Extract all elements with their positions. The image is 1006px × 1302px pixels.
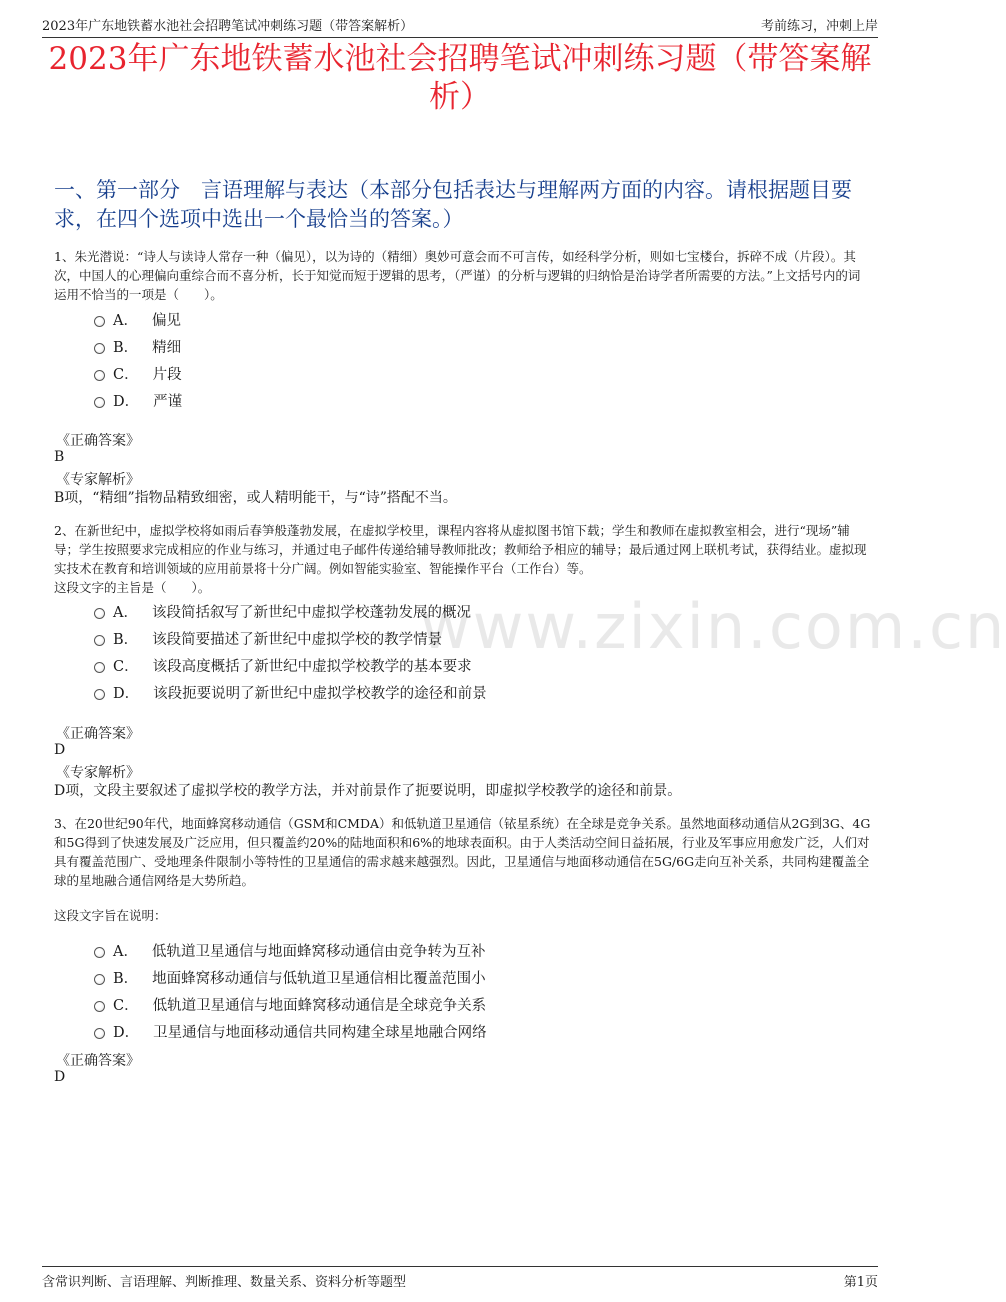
radio-icon[interactable]: [94, 397, 105, 408]
question-3-prompt: 这段文字旨在说明：: [54, 908, 167, 923]
page-title: 2023年广东地铁蓄水池社会招聘笔试冲刺练习题（带答案解析）: [48, 41, 872, 115]
radio-icon[interactable]: [94, 947, 105, 958]
question-1-analysis-label: 《专家解析》: [56, 472, 140, 488]
radio-icon[interactable]: [94, 689, 105, 700]
question-3-option-b[interactable]: B． 地面蜂窝移动通信与低轨道卫星通信相比覆盖范围小: [94, 967, 486, 988]
question-3-text: 3、在20世纪90年代，地面蜂窝移动通信（GSM和CMDA）和低轨道卫星通信（铱星系统）在全球是竞争关系。虽然地面移动通信从2G到3G、4G和5G得到了快速发展及广泛应用，但只覆盖约20%的陆地面积和6%的地球表面积。由于人类活动空间日益拓展，行业及军事应用愈发广泛，人们对具有覆盖范围广、受地理条件限制小等特性的卫星通信的需求越来越强烈。因此，卫星通信与地面移动通信在5G/6G走向互补关系，共同构建覆盖全球的星地融合通信网络是大势所趋。: [54, 816, 871, 888]
question-2-analysis-label: 《专家解析》: [56, 765, 140, 781]
watermark: www.zixin.com.cn: [420, 590, 1006, 663]
question-2-option-c[interactable]: C． 该段高度概括了新世纪中虚拟学校教学的基本要求: [94, 655, 472, 676]
question-1-text: 1、朱光潜说：“诗人与读诗人常存一种（偏见），以为诗的（精细）奥妙可意会而不可言传，如经科学分析，则如七宝楼台，拆碎不成（片段）。其次，中国人的心理偏向重综合而不喜分析，长于知觉而短于逻辑的思考，（严谨）的分析与逻辑的归纳恰是治诗学者所需要的方法。”上文括号内的词运用不恰当的一项是（ ）。: [54, 249, 861, 302]
radio-icon[interactable]: [94, 608, 105, 619]
radio-icon[interactable]: [94, 370, 105, 381]
question-2-text: 2、在新世纪中，虚拟学校将如雨后春笋般蓬勃发展，在虚拟学校里，课程内容将从虚拟图书馆下载；学生和教师在虚拟教室相会，进行“现场”辅导；学生按照要求完成相应的作业与练习，并通过电子邮件传递给辅导教师批改；教师给予相应的辅导；最后通过网上联机考试，获得结业。虚拟现实技术在教育和培训领域的应用前景将十分广阔。例如智能实验室、智能操作平台（工作台）等。: [54, 523, 867, 576]
section-heading: 一、第一部分 言语理解与表达（本部分包括表达与理解两方面的内容。请根据题目要求，在四个选项中选出一个最恰当的答案。）: [54, 178, 852, 231]
question-2-option-d[interactable]: D． 该段扼要说明了新世纪中虚拟学校教学的途径和前景: [94, 682, 487, 703]
question-2-analysis: D项，文段主要叙述了虚拟学校的教学方法，并对前景作了扼要说明，即虚拟学校教学的途径和前景。: [54, 783, 682, 799]
page-header: [42, 10, 878, 38]
page-footer: [42, 1266, 878, 1290]
radio-icon[interactable]: [94, 662, 105, 673]
radio-icon[interactable]: [94, 1028, 105, 1039]
question-3-answer: D: [54, 1069, 66, 1085]
radio-icon[interactable]: [94, 635, 105, 646]
question-2-option-a[interactable]: A． 该段简括叙写了新世纪中虚拟学校蓬勃发展的概况: [94, 601, 471, 622]
question-2-answer: D: [54, 742, 66, 758]
question-2-prompt: 这段文字的主旨是（ ）。: [54, 580, 211, 595]
question-2-answer-label: 《正确答案》: [56, 726, 140, 742]
page-number: 第1页: [843, 1275, 878, 1290]
radio-icon[interactable]: [94, 974, 105, 985]
question-1-answer-label: 《正确答案》: [56, 433, 140, 449]
question-1-option-b[interactable]: B． 精细: [94, 336, 181, 357]
header-slogan: 考前练习，冲刺上岸: [760, 19, 878, 34]
question-3-option-c[interactable]: C． 低轨道卫星通信与地面蜂窝移动通信是全球竞争关系: [94, 994, 486, 1015]
question-1-option-a[interactable]: A． 偏见: [94, 309, 181, 330]
footer-topics: 含常识判断、言语理解、判断推理、数量关系、资料分析等题型: [42, 1275, 407, 1290]
question-3-answer-label: 《正确答案》: [56, 1053, 140, 1069]
question-1-option-c[interactable]: C． 片段: [94, 363, 182, 384]
question-2-option-b[interactable]: B． 该段简要描述了新世纪中虚拟学校的教学情景: [94, 628, 442, 649]
question-3-option-a[interactable]: A． 低轨道卫星通信与地面蜂窝移动通信由竞争转为互补: [94, 940, 485, 961]
radio-icon[interactable]: [94, 1001, 105, 1012]
question-1-analysis: B项，“精细”指物品精致细密，或人精明能干，与“诗”搭配不当。: [54, 490, 457, 506]
question-1-option-d[interactable]: D． 严谨: [94, 390, 182, 411]
question-3-option-d[interactable]: D． 卫星通信与地面移动通信共同构建全球星地融合网络: [94, 1021, 487, 1042]
radio-icon[interactable]: [94, 343, 105, 354]
radio-icon[interactable]: [94, 316, 105, 327]
question-1-answer: B: [54, 449, 65, 465]
header-doc-title: 2023年广东地铁蓄水池社会招聘笔试冲刺练习题（带答案解析）: [42, 19, 414, 34]
